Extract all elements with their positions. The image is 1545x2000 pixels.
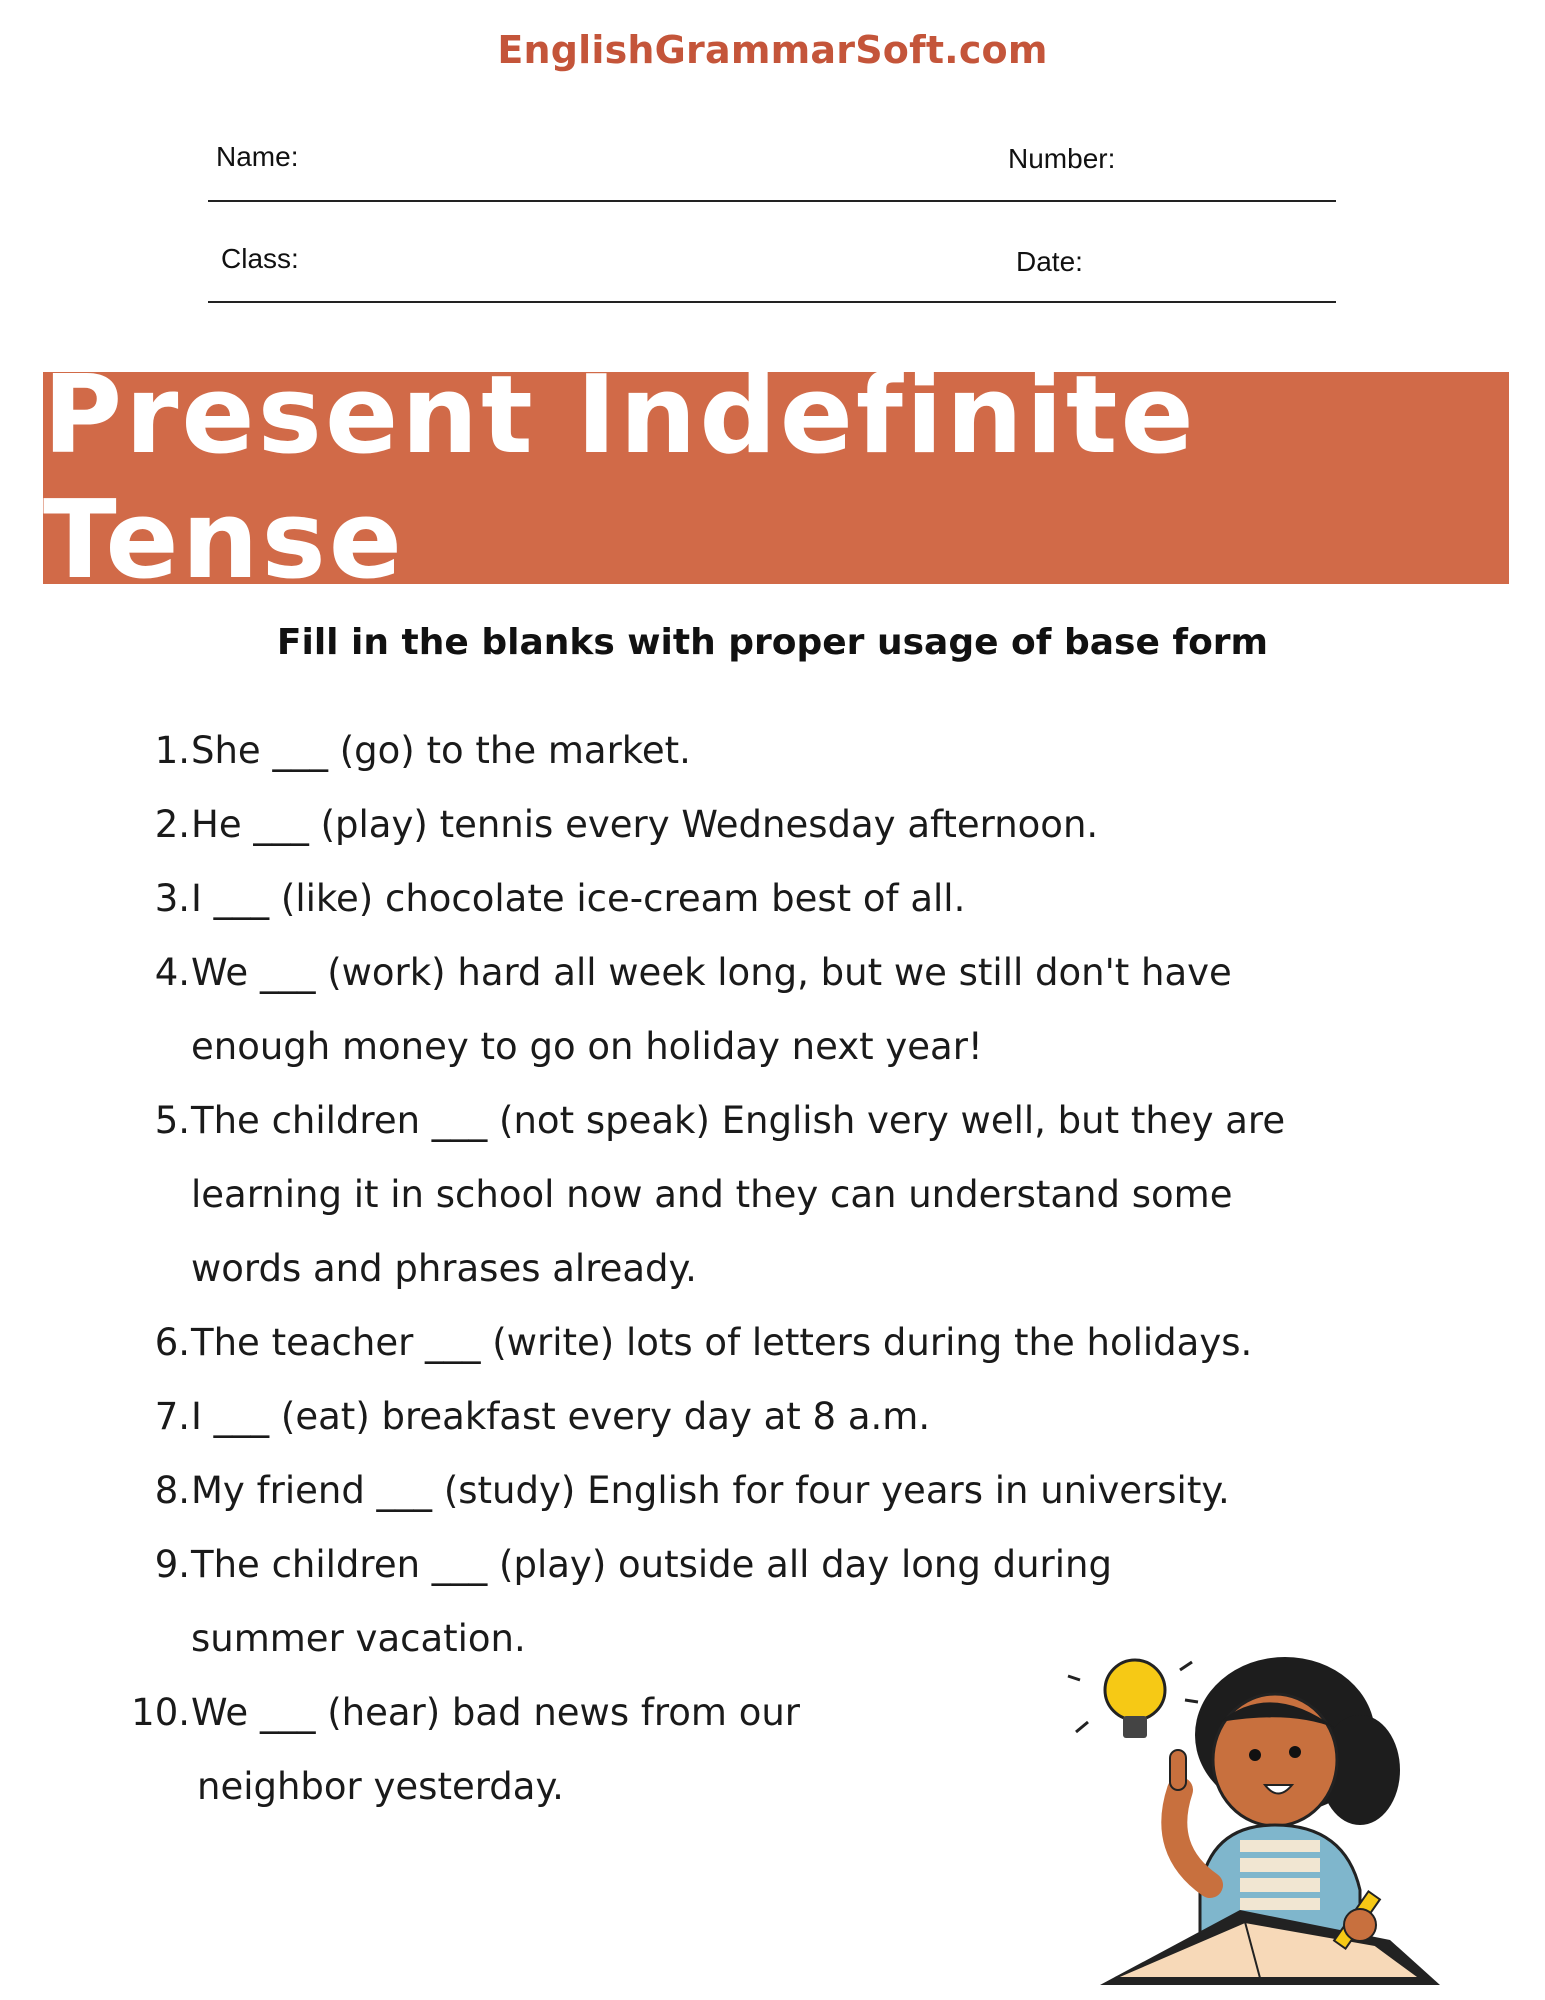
question-text: The children ___ (not speak) English very well, but they are: [191, 1099, 1286, 1142]
question-number: 2.: [154, 803, 190, 846]
girl-with-book-illustration: [1060, 1640, 1480, 2000]
question-text: The teacher ___ (write) lots of letters during the holidays.: [191, 1321, 1253, 1364]
date-label: Date:: [1016, 246, 1083, 277]
question-text: He ___ (play) tennis every Wednesday afternoon.: [191, 803, 1099, 846]
name-label: Name:: [216, 141, 299, 172]
question-text: I ___ (eat) breakfast every day at 8 a.m.: [191, 1395, 931, 1438]
question-text: We ___ (hear) bad news from our: [191, 1691, 801, 1734]
question-number: 9.: [154, 1543, 190, 1586]
question-number: 1.: [154, 729, 190, 772]
question-text: We ___ (work) hard all week long, but we still don't have: [191, 951, 1232, 994]
question-text: neighbor yesterday.: [197, 1765, 564, 1808]
question-number: 4.: [154, 951, 190, 994]
light-bulb-icon: [1068, 1660, 1198, 1738]
number-label: Number:: [1008, 143, 1116, 174]
class-date-line: [208, 301, 1336, 303]
question-text: She ___ (go) to the market.: [191, 729, 691, 772]
question-text: enough money to go on holiday next year!: [191, 1025, 983, 1068]
question-text: I ___ (like) chocolate ice-cream best of all.: [191, 877, 966, 920]
question-number: 10.: [131, 1691, 190, 1734]
question-number: 8.: [154, 1469, 190, 1512]
question-text: learning it in school now and they can understand some: [191, 1173, 1233, 1216]
worksheet-title: Present Indefinite Tense: [43, 353, 1197, 603]
class-label: Class:: [221, 243, 299, 274]
instruction-text: Fill in the blanks with proper usage of base form: [276, 622, 1269, 663]
title-banner: [43, 353, 1509, 603]
question-text: My friend ___ (study) English for four years in university.: [191, 1469, 1230, 1512]
site-name: EnglishGrammarSoft.com: [497, 28, 1048, 72]
question-text: summer vacation.: [191, 1617, 526, 1660]
name-number-line: [208, 200, 1336, 202]
question-number: 3.: [154, 877, 190, 920]
question-text: The children ___ (play) outside all day long during: [191, 1543, 1112, 1586]
question-number: 6.: [154, 1321, 190, 1364]
question-number: 7.: [154, 1395, 190, 1438]
question-text: words and phrases already.: [191, 1247, 697, 1290]
question-number: 5.: [154, 1099, 190, 1142]
